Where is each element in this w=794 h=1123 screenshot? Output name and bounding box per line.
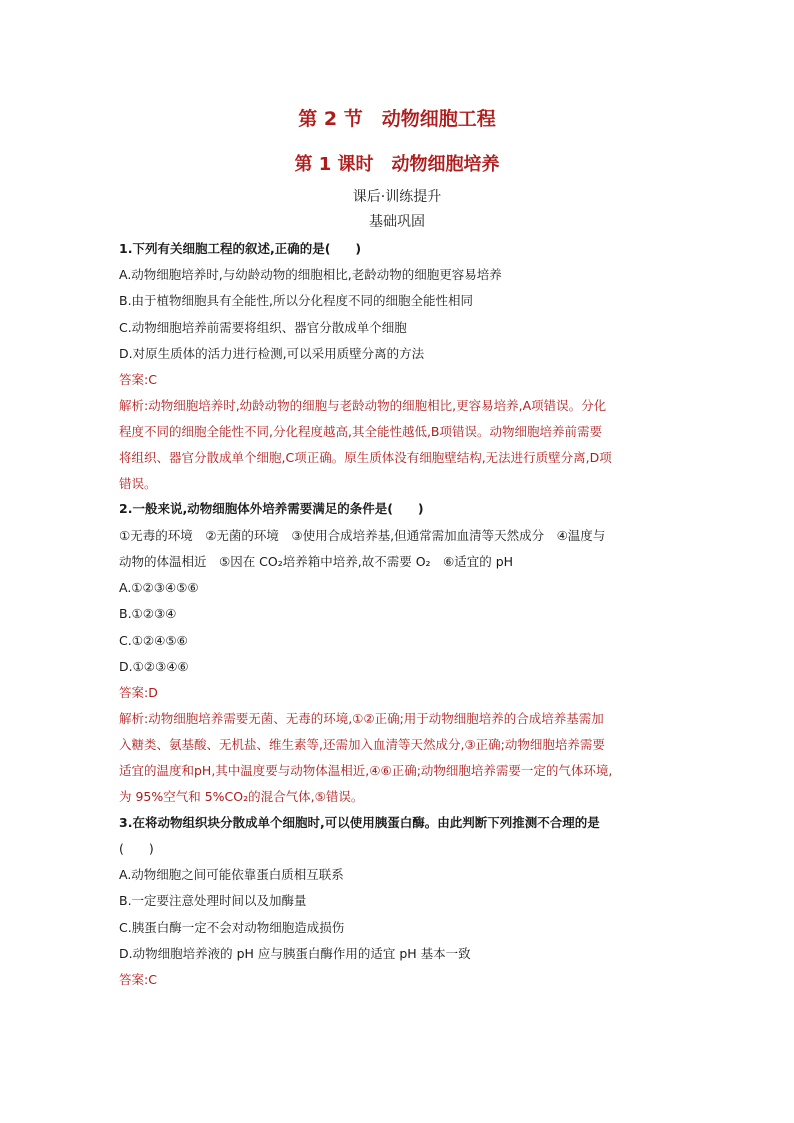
question-1-analysis-line: 程度不同的细胞全能性不同,分化程度越高,其全能性越低,B项错误。动物细胞培养前需要: [119, 424, 602, 439]
lesson-title: 第 1 课时 动物细胞培养: [294, 154, 500, 175]
question-2-option-d: D.①②③④⑥: [119, 659, 189, 674]
exercise-subtitle: 课后·训练提升: [352, 189, 442, 205]
question-2-analysis-line: 为 95%空气和 5%CO₂的混合气体,⑤错误。: [119, 789, 364, 804]
question-1-option-c: C.动物细胞培养前需要将组织、器官分散成单个细胞: [119, 320, 407, 335]
question-1-stem: 1.下列有关细胞工程的叙述,正确的是( ): [119, 241, 362, 256]
question-3-option-c: C.胰蛋白酶一定不会对动物细胞造成损伤: [119, 920, 345, 935]
question-2-analysis-line: 入糖类、氨基酸、无机盐、维生素等,还需加入血清等天然成分,③正确;动物细胞培养需要: [119, 737, 605, 752]
question-3-option-a: A.动物细胞之间可能依靠蛋白质相互联系: [119, 867, 344, 882]
question-1-option-b: B.由于植物细胞具有全能性,所以分化程度不同的细胞全能性相同: [119, 293, 474, 308]
question-1-analysis-line: 解析:动物细胞培养时,幼龄动物的细胞与老龄动物的细胞相比,更容易培养,A项错误。分化: [119, 398, 607, 413]
question-3-option-b: B.一定要注意处理时间以及加酶量: [119, 893, 307, 908]
question-1-option-a: A.动物细胞培养时,与幼龄动物的细胞相比,老龄动物的细胞更容易培养: [119, 267, 502, 282]
question-1-answer: 答案:C: [119, 372, 157, 387]
question-2-option-b: B.①②③④: [119, 606, 177, 621]
question-3-option-d: D.动物细胞培养液的 pH 应与胰蛋白酶作用的适宜 pH 基本一致: [119, 946, 471, 961]
question-1-analysis-line: 将组织、器官分散成单个细胞,C项正确。原生质体没有细胞壁结构,无法进行质壁分离,D项: [119, 450, 612, 465]
question-3-answer: 答案:C: [119, 972, 157, 987]
question-2-stem: 2.一般来说,动物细胞体外培养需要满足的条件是( ): [119, 501, 424, 516]
question-2-analysis-line: 适宜的温度和pH,其中温度要与动物体温相近,④⑥正确;动物细胞培养需要一定的气体环境,: [119, 763, 613, 778]
question-2-option-c: C.①②④⑤⑥: [119, 633, 188, 648]
question-2-answer: 答案:D: [119, 685, 158, 700]
question-3-stem: 3.在将动物组织块分散成单个细胞时,可以使用胰蛋白酶。由此判断下列推测不合理的是: [119, 815, 600, 830]
question-1-analysis-line: 错误。: [119, 476, 157, 491]
question-1-option-d: D.对原生质体的活力进行检测,可以采用质壁分离的方法: [119, 346, 425, 361]
question-3-stem-blank: ( ): [119, 841, 154, 856]
question-2-analysis-line: 解析:动物细胞培养需要无菌、无毒的环境,①②正确;用于动物细胞培养的合成培养基需加: [119, 711, 604, 726]
category-heading: 基础巩固: [369, 214, 425, 230]
section-title: 第 2 节 动物细胞工程: [298, 108, 496, 130]
question-2-option-a: A.①②③④⑤⑥: [119, 580, 199, 595]
question-2-conditions-line: 动物的体温相近 ⑤因在 CO₂培养箱中培养,故不需要 O₂ ⑥适宜的 pH: [119, 554, 514, 569]
question-2-conditions-line: ①无毒的环境 ②无菌的环境 ③使用合成培养基,但通常需加血清等天然成分 ④温度与: [119, 528, 606, 543]
